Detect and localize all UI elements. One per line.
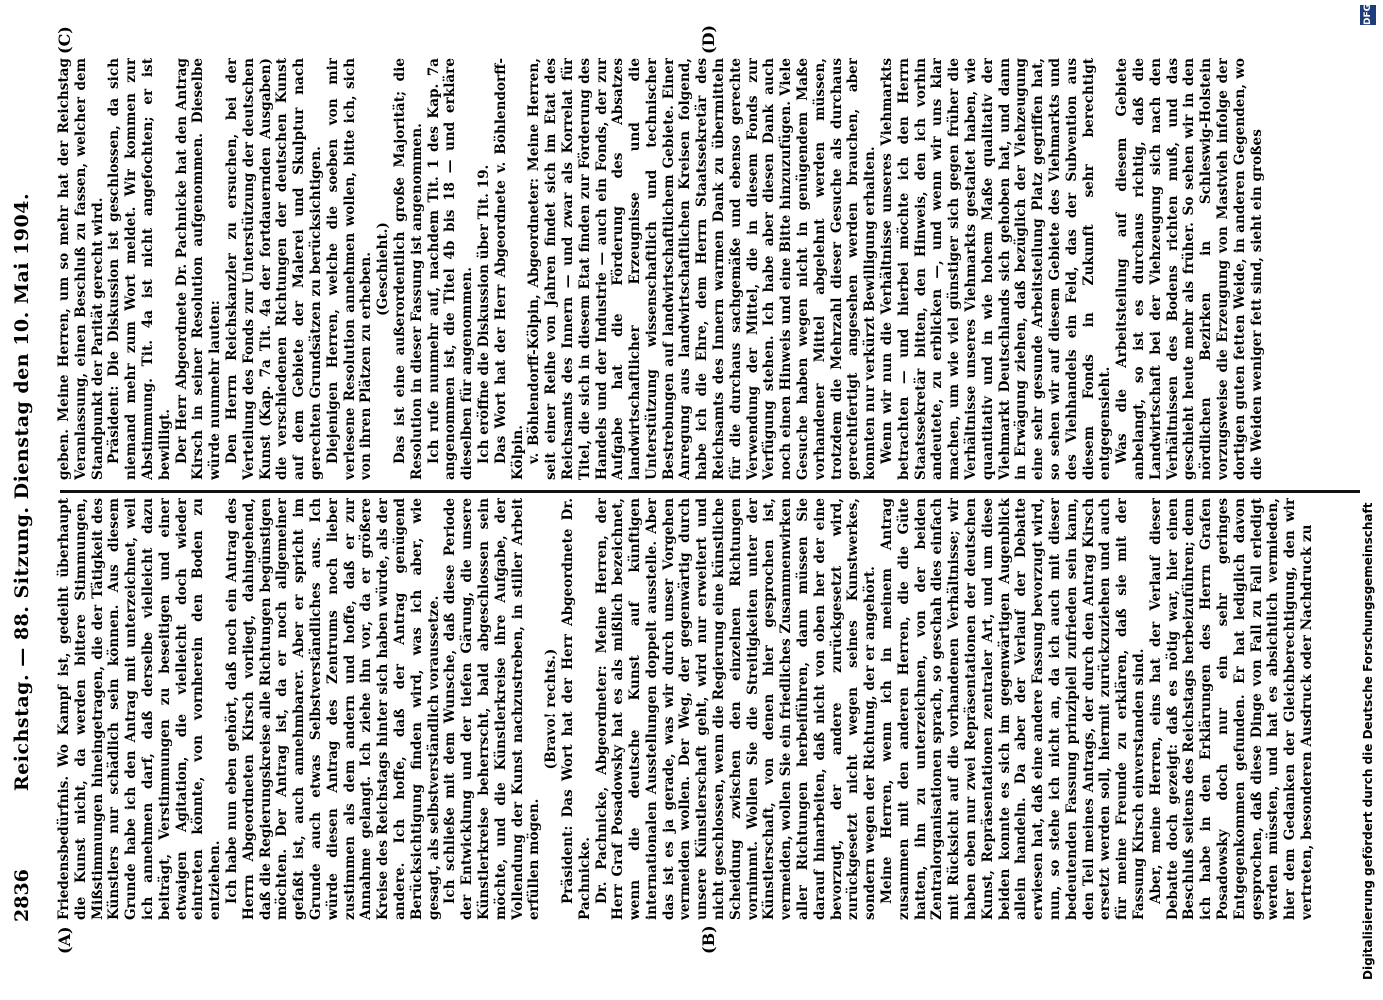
paragraph: Präsident: Das Wort hat der Herr Abgeordnete Dr. Pachnicke. bbox=[559, 498, 593, 920]
paragraph: (Bravo! rechts.) bbox=[543, 648, 560, 770]
paragraph: Wenn wir nun die Verhältnisse unseres Viehmarkts betrachten — und hierbei möchte ich den Herrn Staatssekretär bitten, den Hinweis, den ich vorhin andeutete, zu erblicken —, und wenn wir uns klar machen, um wie viel günstiger sich gegen früher die Verhältnisse unseres Viehmarkts gestaltet haben, wie quantitativ und in wie hohem Maße qualitativ der Viehmarkt Deutschlands sich gehoben hat, und dann in Erwägung ziehen, daß bezüglich der Viehzeugung eine sehr gesunde Arbeitsteilung Platz gegriffen hat, so sehen wir auf diesem Gebiete des Viehmarkts und des Viehhandels ein Feld, das der Subvention aus diesem Fonds in Zukunft sehr berechtigt entgegensieht. bbox=[879, 58, 1114, 480]
paragraph: Das Wort hat der Herr Abgeordnete v. Böhlendorff-Kölpin. bbox=[492, 58, 526, 480]
funding-note: Digitalisierung gefördert durch die Deutsche Forschungsgemeinschaft bbox=[1361, 502, 1375, 980]
paragraph: Diejenigen Herren, welche die soeben von mir verlesene Resolution annehmen wollen, bitte ich, sich von ihren Plätzen zu erheben. bbox=[324, 58, 375, 480]
paragraph: Den Herrn Reichskanzler zu ersuchen, bei der Verteilung des Fonds zur Unterstützung der deutschen Kunst (Kap. 7a Tit. 4a der fortdauernden Ausgaben) die verschiedenen Richtungen der deutschen Kunst auf dem Gebiete der Malerei und Skulptur nach gerechten Grundsätzen zu berücksichtigen. bbox=[223, 58, 324, 480]
paragraph: Meine Herren, wenn ich in meinem Antrag zusammen mit den anderen Herren, die die Güte hatten, ihn zu unterzeichnen, von der beiden Zentralorganisationen sprach, so geschah dies einfach mit Rücksicht auf die vorhandenen Verhältnisse; wir haben eben nur zwei Repräsentationen der deutschen Kunst, Repräsentationen zentraler Art, und um diese beiden konnte es sich im gegenwärtigen Augenblick allein handeln. Da aber der Verlauf der Debatte erwiesen hat, daß eine andere Fassung bevorzugt wird, nun, so stehe ich nicht an, da ich auch mit dieser bedeutenden Fassung prinzipiell zufrieden sein kann, den Teil meines Antrags, der durch den Antrag Kirsch ersetzt werden soll, hiermit zurückzuziehen und auch für meine Freunde zu erklären, daß sie mit der Fassung Kirsch einverstanden sind. bbox=[879, 498, 1147, 920]
paragraph: Ich rufe nunmehr auf, nachdem Tit. 1 des Kap. 7a angenommen ist, die Titel 4b bis 18 — und erkläre dieselben für angenommen. bbox=[425, 58, 476, 480]
paragraph: Präsident: Die Diskussion ist geschlossen, da sich niemand mehr zum Wort meldet. Wir kommen zur Abstimmung. Tit. 4a ist nicht angefochten; er ist bewilligt. bbox=[106, 58, 173, 480]
page-number: 2836 bbox=[11, 869, 33, 922]
footer-strip bbox=[1356, 0, 1380, 1000]
paragraph: Aber, meine Herren, eins hat der Verlauf dieser Debatte doch gezeigt: daß es nötig war, hier einen Beschluß seitens des Reichstags herbeizuführen; denn ich habe in den Erklärungen des Herrn Grafen Posadowsky doch nur ein sehr geringes Entgegenkommen gefunden. Er hat lediglich davon gesprochen, daß diese Dinge von Fall zu Fall erledigt werden müssten, und hat es absichtlich vermieden, hier dem Gedanken der Gleichberechtigung, den wir vertreten, besonderen Ausdruck oder Nachdruck zu bbox=[1147, 498, 1315, 920]
paragraph: Ich eröffne die Diskussion über Tit. 19. bbox=[475, 164, 492, 464]
paragraph: Was die Arbeitsteilung auf diesem Gebiete anbelangt, so ist es durchaus richtig, daß die Landwirtschaft bei der Viehzeugung sich nach den Verhältnissen des Bodens richten muß, und das geschieht heute mehr als früher. So sehen wir in den nördlichen Bezirken in Schleswig-Holstein vorzugsweise die Erzeugung von Mastvieh infolge der dortigen guten fetten Weide, in anderen Gegenden, wo die Weiden weniger fett sind, sieht ein großes bbox=[1114, 58, 1265, 480]
margin-mark-c: (C) bbox=[55, 26, 74, 54]
paragraph: Der Herr Abgeordnete Dr. Pachnicke hat den Antrag Kirsch in seiner Resolution aufgenommen. Dieselbe würde nunmehr lauten: bbox=[173, 58, 224, 480]
paragraph: Dr. Pachnicke, Abgeordneter: Meine Herren, der Herr Graf Posadowsky hat es als mißlich bezeichnet, wenn die deutsche Kunst auf künftigen internationalen Ausstellungen doppelt ausstelle. Aber das ist es ja gerade, was wir durch unser Vorgehen vermeiden wollen. Der Weg, der gegenwärtig durch unsere Künstlerschaft geht, wird nur erweitert und nicht geschlossen, wenn die Regierung eine künstliche Scheidung zwischen den einzelnen Richtungen vornimmt. Wollen Sie die Streitigkeiten unter der Künstlerschaft, von denen hier gesprochen ist, vermeiden, wollen Sie ein friedliches Zusammenwirken aller Richtungen herbeiführen, dann müssen Sie darauf hinarbeiten, daß nicht von oben her der eine bevorzugt, der andere zurückgesetzt wird, zurückgesetzt nicht wegen seines Kunstwerkes, sondern wegen der Richtung, der er angehört. bbox=[593, 498, 879, 920]
header-title: Reichstag. — 88. Sitzung. Dienstag den 10. Mai 1904. bbox=[11, 192, 33, 792]
column-divider bbox=[60, 490, 1360, 493]
paragraph: Ich schließe mit dem Wunsche, daß diese Periode der Entwicklung und der tiefen Gärung, die unsere Künstlerkreise beherrscht, bald abgeschlossen sein möchte, und die Künstlerkreise ihre Aufgabe, der Vollendung der Kunst nachzustreben, in stiller Arbeit erfüllen mögen. bbox=[442, 498, 543, 920]
dfg-logo: DFG bbox=[1360, 5, 1376, 25]
paragraph: Ich habe nun eben gehört, daß noch ein Antrag des Herrn Abgeordneten Kirsch vorliegt, dahingehend, daß die Regierungskreise alle Richtungen begünstigen möchten. Der Antrag ist, da er noch allgemeiner gefaßt ist, auch annehmbarer. Aber er spricht im Grunde auch etwas Selbstverständliches aus. Ich würde diesen Antrag des Zentrums noch lieber zustimmen als dem andern und hoffe, daß er zur Annahme gelangt. Ich ziehe ihn vor, da er größere Kreise des Reichstags hinter sich haben würde, als der andere. Ich hoffe, daß der Antrag genügend Berücksichtigung finden wird, was ich aber, wie gesagt, als selbstverständlich voraussetze. bbox=[223, 498, 442, 920]
right-column bbox=[56, 58, 1346, 480]
paragraph: geben. Meine Herren, um so mehr hat der Reichstag Veranlassung, einen Beschluß zu fassen, welcher dem Standpunkt der Parität gerecht wird. bbox=[56, 58, 106, 480]
paragraph: (Geschieht.) bbox=[375, 222, 392, 316]
paragraph: v. Böhlendorff-Kölpin, Abgeordneter: Meine Herren, seit einer Reihe von Jahren findet sich im Etat des Reichsamts des Innern — und zwar als Korrelat für Titel, die sich in diesem Etat finden zur Förderung des Handels und der Industrie — auch ein Fonds, der zur Aufgabe hat die Förderung des Absatzes landwirtschaftlicher Erzeugnisse und die Unterstützung wissenschaftlich und technischer Bestrebungen auf landwirtschaftlichem Gebiete. Einer Anregung aus landwirtschaftlichen Kreisen folgend, habe ich die Ehre, dem Herrn Staatssekretär des Reichsamts des Innern warmen Dank zu übermitteln für die durchaus sachgemäße und ebenso gerechte Verwendung der Mittel, die in diesem Fonds zur Verfügung stehen. Ich habe aber diesen Dank auch noch einen Hinweis und eine Bitte hinzuzufügen. Viele Gesuche haben wegen nicht in genügendem Maße vorhandener Mittel abgelehnt werden müssen, trotzdem die Mehrzahl dieser Gesuche als durchaus gerechtfertigt angesehen werden brauchen, aber konnten nur verkürzt Bewilligung erhalten. bbox=[526, 58, 879, 480]
paragraph: Das ist eine außerordentlich große Majorität; die Resolution in dieser Fassung ist angenommen. bbox=[391, 58, 425, 480]
margin-mark-b: (B) bbox=[699, 925, 718, 954]
left-column bbox=[56, 498, 1346, 920]
page-header bbox=[8, 62, 36, 922]
margin-mark-d: (D) bbox=[699, 24, 718, 54]
paragraph: Friedensbedürfnis. Wo Kampf ist, gedeiht überhaupt die Kunst nicht, da werden bittere Stimmungen, Mißstimmungen hineingetragen, die der Tätigkeit des Künstlers nur schädlich sein können. Aus diesem Grunde habe ich den Antrag mit unterzeichnet, weil ich annehmen darf, daß derselbe vielleicht dazu beiträgt, Verstimmungen zu beseitigen und einer etwaigen Agitation, die vielleicht doch wieder eintreten könnte, von vornherein den Boden zu entziehen. bbox=[56, 498, 224, 920]
margin-mark-a: (A) bbox=[55, 926, 74, 954]
